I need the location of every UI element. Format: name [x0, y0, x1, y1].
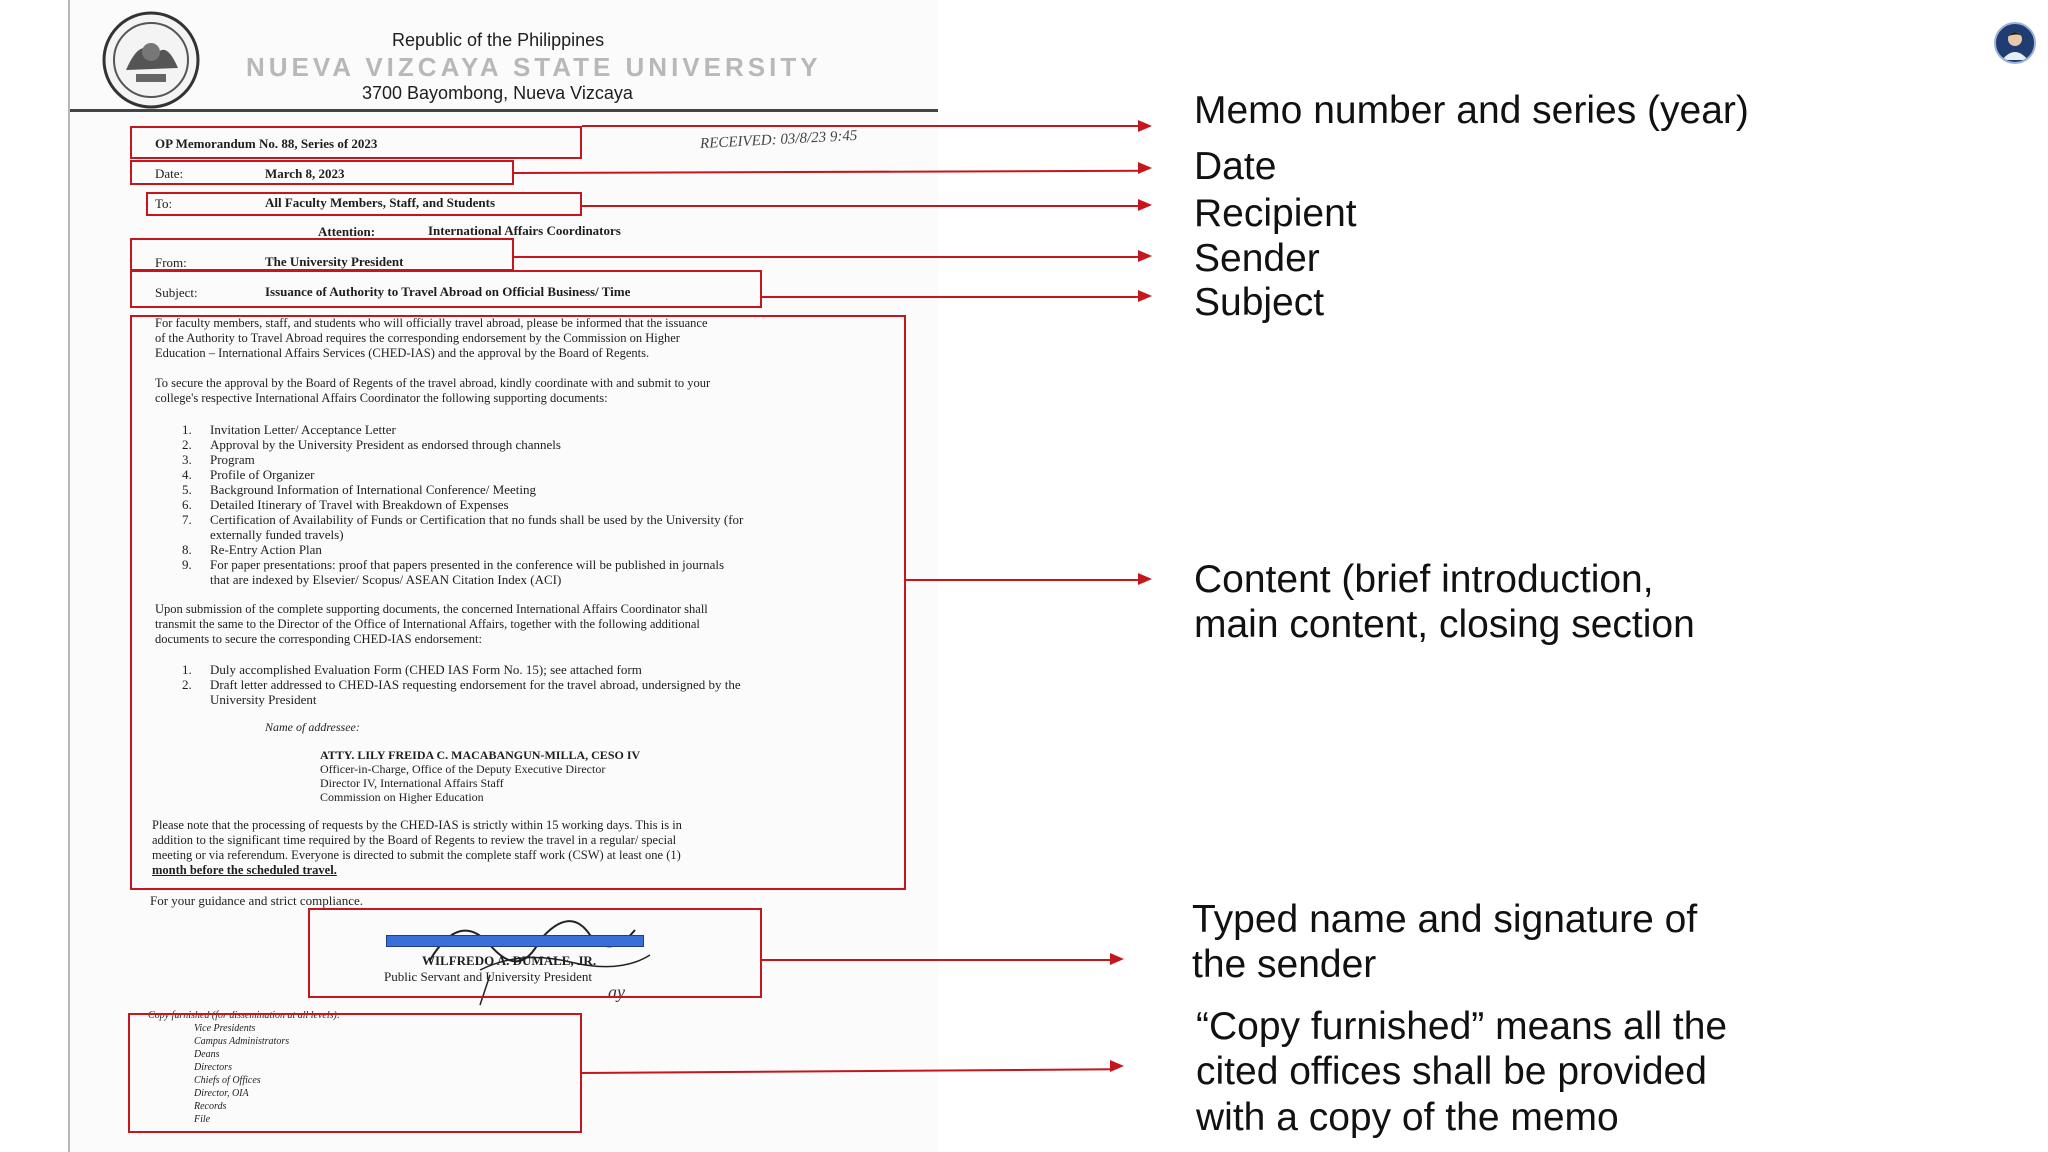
addressee-line: Officer-in-Charge, Office of the Deputy Executive Director [320, 762, 606, 776]
addressee-name: ATTY. LILY FREIDA C. MACABANGUN-MILLA, CESO IV [320, 748, 641, 762]
university-name: NUEVA VIZCAYA STATE UNIVERSITY [246, 52, 822, 82]
to-label: To: [155, 196, 173, 211]
annotation-sender: Sender [1194, 237, 1320, 280]
body-line: Education – International Affairs Services (CHED-IAS) and the approval by the Board of Regents. [155, 346, 650, 360]
arrow-signature [1110, 953, 1124, 965]
arrow-memo-number [1138, 120, 1152, 132]
body-line: meeting or via referendum. Everyone is directed to submit the complete staff work (CSW) at least one (1) [152, 848, 681, 862]
annotation-date: Date [1194, 145, 1277, 188]
body-line: of the Authority to Travel Abroad requires the corresponding endorsement by the Commission on Higher [155, 331, 680, 345]
copy-furnished-item: File [194, 1114, 211, 1125]
connector-content [906, 579, 1143, 581]
header-rule [70, 109, 938, 112]
signatory-name: WILFREDO A. DUMALE, JR. [422, 953, 597, 968]
list-item: For paper presentations: proof that papers presented in the conference will be published in journals [210, 557, 725, 572]
annotation-content-line1: Content (brief introduction, [1194, 558, 1654, 601]
list-item: Background Information of International Conference/ Meeting [210, 482, 536, 497]
list-item: University President [210, 692, 317, 707]
highlight-recipient [146, 192, 582, 216]
annotation-copy-line1: “Copy furnished” means all the [1196, 1005, 1728, 1048]
connector-sender [514, 256, 1143, 258]
received-stamp: RECEIVED: 03/8/23 9:45 [699, 127, 858, 153]
body-line: For faculty members, staff, and students who will officially travel abroad, please be informed that the issuance [155, 316, 708, 330]
subject-label: Subject: [155, 285, 198, 300]
copy-furnished-item: Director, OIA [194, 1088, 249, 1099]
annotation-signature-line2: the sender [1192, 943, 1377, 986]
addressee-line: Commission on Higher Education [320, 790, 484, 804]
list-item: that are indexed by Elsevier/ Scopus/ ASEAN Citation Index (ACI) [210, 572, 562, 587]
copy-furnished-item: Deans [194, 1049, 220, 1060]
connector-memo-number [582, 125, 1143, 127]
highlight-signature [308, 908, 762, 998]
highlight-content [130, 315, 906, 890]
list-number: 6. [182, 497, 192, 512]
body-line: Please note that the processing of requests by the CHED-IAS is strictly within 15 working days. This is in [152, 818, 682, 832]
arrow-recipient [1138, 199, 1152, 211]
list-number: 9. [182, 557, 192, 572]
from-value: The University President [265, 254, 404, 269]
signatory-title: Public Servant and University President [384, 969, 592, 984]
from-label: From: [155, 255, 187, 270]
copy-furnished-item: Directors [194, 1062, 232, 1073]
annotation-memo-number: Memo number and series (year) [1194, 89, 1749, 132]
copy-furnished-item: Records [194, 1101, 227, 1112]
annotation-copy-line2: cited offices shall be provided [1196, 1050, 1707, 1093]
annotation-copy-line3: with a copy of the memo [1196, 1096, 1619, 1139]
arrow-subject [1138, 290, 1152, 302]
highlight-sender [130, 238, 514, 271]
body-line: college's respective International Affairs Coordinator the following supporting documents: [155, 391, 608, 405]
subject-value: Issuance of Authority to Travel Abroad on Official Business/ Time [265, 284, 631, 299]
connector-recipient [582, 205, 1143, 207]
list-item: Draft letter addressed to CHED-IAS requesting endorsement for the travel abroad, undersigned by the [210, 677, 741, 692]
list-item: Approval by the University President as endorsed through channels [210, 437, 561, 452]
list-number: 4. [182, 467, 192, 482]
list-number: 2. [182, 677, 192, 692]
copy-furnished-item: Vice Presidents [194, 1023, 256, 1034]
to-value: All Faculty Members, Staff, and Students [265, 195, 496, 210]
list-item: Profile of Organizer [210, 467, 315, 482]
list-number: 3. [182, 452, 192, 467]
list-number: 7. [182, 512, 192, 527]
body-line: Upon submission of the complete supporting documents, the concerned International Affairs Coordinator shall [155, 602, 708, 616]
body-line: documents to secure the corresponding CHED-IAS endorsement: [155, 632, 483, 646]
annotation-content-line2: main content, closing section [1194, 603, 1695, 646]
memo-number: OP Memorandum No. 88, Series of 2023 [155, 136, 378, 151]
annotation-recipient: Recipient [1194, 192, 1357, 235]
list-number: 2. [182, 437, 192, 452]
body-line: addition to the significant time required by the Board of Regents to review the travel in a regular/ special [152, 833, 677, 847]
attention-label: Attention: [318, 224, 376, 239]
connector-subject [762, 296, 1143, 298]
highlight-date [130, 160, 514, 185]
list-number: 5. [182, 482, 192, 497]
university-seal-icon [96, 10, 206, 110]
connector-signature [762, 959, 1114, 961]
annotation-signature-line1: Typed name and signature of [1192, 898, 1698, 941]
list-item: externally funded travels) [210, 527, 344, 542]
list-item: Duly accomplished Evaluation Form (CHED IAS Form No. 15); see attached form [210, 662, 642, 677]
user-avatar-icon[interactable] [1994, 22, 2036, 64]
body-line: month before the scheduled travel. [152, 863, 337, 877]
address-line: 3700 Bayombong, Nueva Vizcaya [362, 83, 633, 103]
arrow-copy-furnished [1110, 1060, 1124, 1072]
arrow-date [1138, 162, 1152, 174]
date-value: March 8, 2023 [265, 166, 345, 181]
copy-furnished-item: Chiefs of Offices [194, 1075, 261, 1086]
date-label: Date: [155, 166, 184, 181]
closing-line: For your guidance and strict compliance. [150, 893, 363, 908]
list-item: Re-Entry Action Plan [210, 542, 322, 557]
list-number: 1. [182, 662, 192, 677]
arrow-sender [1138, 250, 1152, 262]
body-line: To secure the approval by the Board of Regents of the travel abroad, kindly coordinate with and submit to your [155, 376, 711, 390]
list-number: 1. [182, 422, 192, 437]
highlight-subject [130, 270, 762, 308]
list-number: 8. [182, 542, 192, 557]
highlight-memo-number [130, 126, 582, 159]
attention-value: International Affairs Coordinators [428, 223, 621, 238]
annotation-subject: Subject [1194, 281, 1325, 324]
body-line: transmit the same to the Director of the Office of International Affairs, together with the following additional [155, 617, 700, 631]
addressee-label: Name of addressee: [265, 720, 360, 734]
list-item: Program [210, 452, 255, 467]
list-item: Invitation Letter/ Acceptance Letter [210, 422, 396, 437]
copy-furnished-item: Campus Administrators [194, 1036, 290, 1047]
copy-furnished-heading: Copy furnished (for dissemination at all levels): [148, 1010, 341, 1021]
signatory-initials: ay [608, 982, 625, 1002]
highlight-copy-furnished [128, 1013, 582, 1133]
arrow-content [1138, 573, 1152, 585]
list-item: Detailed Itinerary of Travel with Breakdown of Expenses [210, 497, 509, 512]
list-item: Certification of Availability of Funds or Certification that no funds shall be used by the University (for [210, 512, 744, 527]
republic-line: Republic of the Philippines [392, 30, 605, 50]
addressee-line: Director IV, International Affairs Staff [320, 776, 504, 790]
